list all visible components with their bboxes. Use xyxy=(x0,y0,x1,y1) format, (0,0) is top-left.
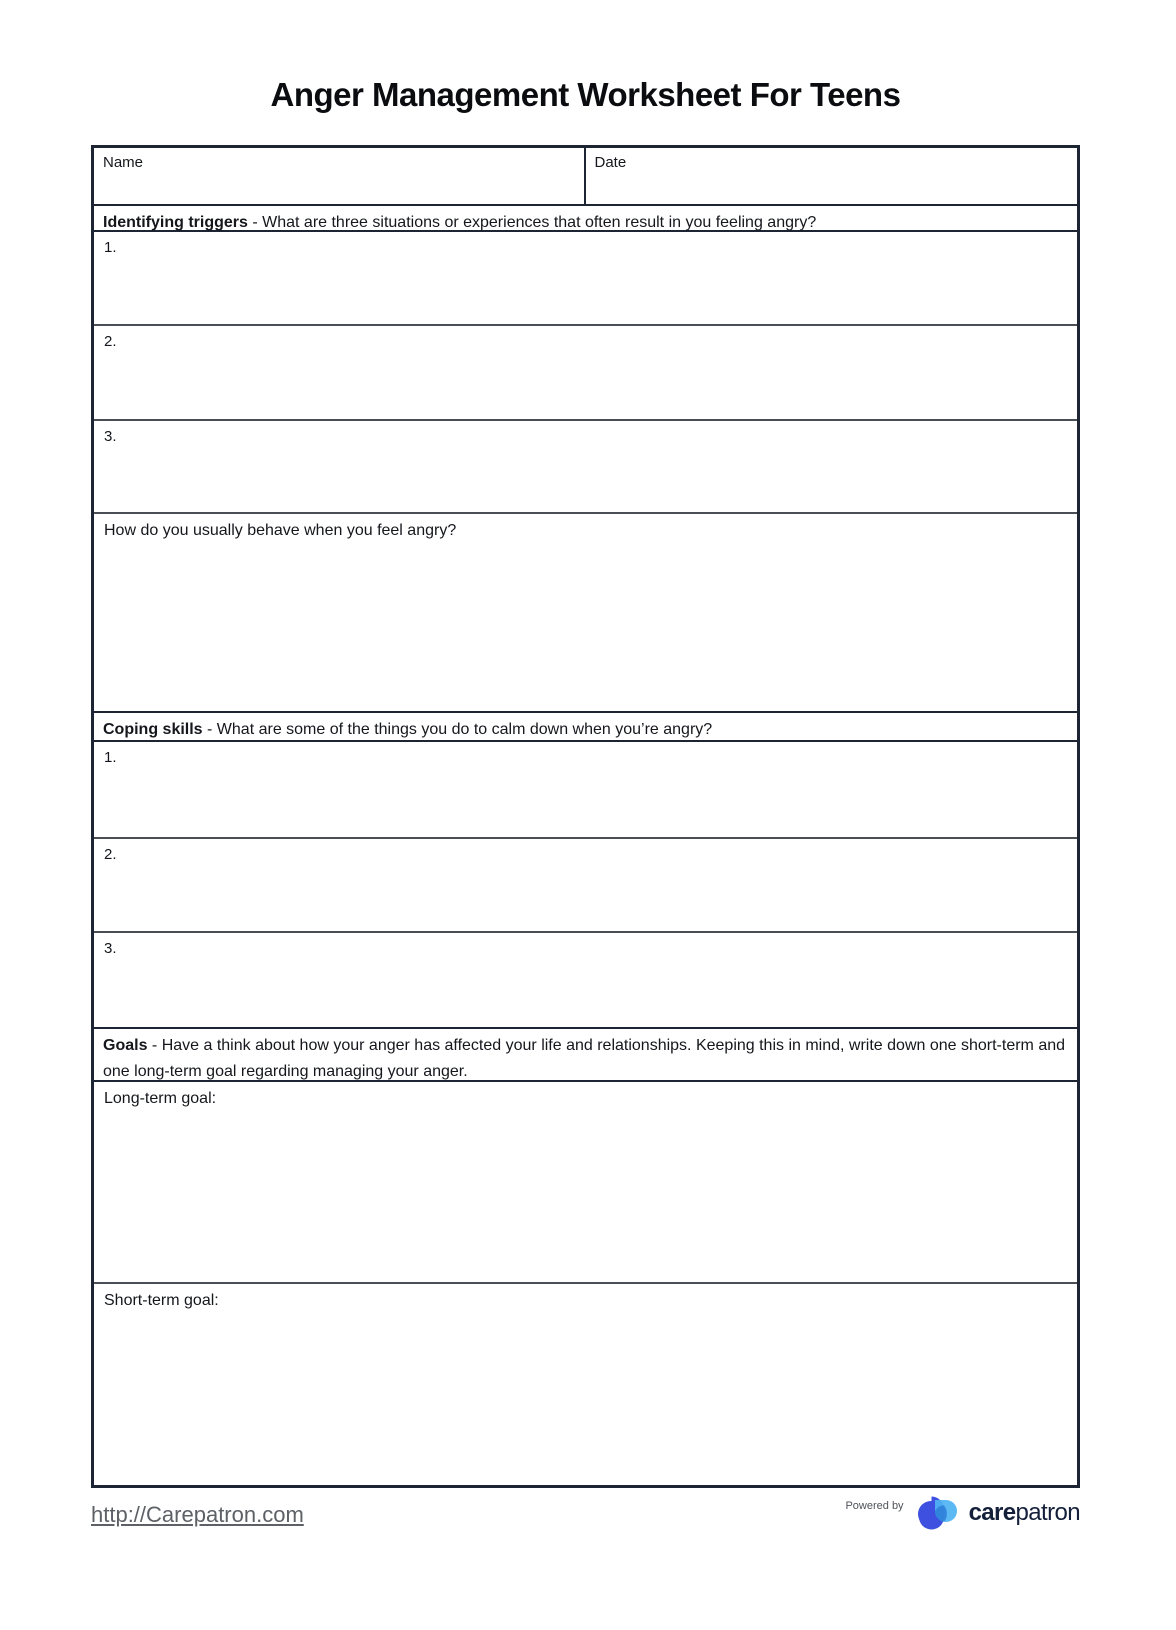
short-term-goal-box[interactable] xyxy=(94,1282,1077,1485)
carepatron-logo-icon xyxy=(916,1494,962,1532)
coping-skills-title: Coping skills xyxy=(103,721,203,738)
coping-number-2: 2. xyxy=(104,846,117,863)
brand-care: care xyxy=(968,1499,1016,1526)
name-field[interactable] xyxy=(94,148,586,204)
trigger-answer-1[interactable] xyxy=(94,232,1077,324)
coping-number-3: 3. xyxy=(104,940,117,957)
coping-answer-1[interactable] xyxy=(94,742,1077,837)
behavior-answer-box[interactable] xyxy=(94,512,1077,711)
goals-title: Goals xyxy=(103,1037,148,1054)
short-term-goal-label: Short-term goal: xyxy=(104,1292,219,1309)
date-field[interactable] xyxy=(586,148,1078,204)
coping-skills-question: - What are some of the things you do to calm down when you’re angry? xyxy=(202,721,713,738)
identifying-triggers-title: Identifying triggers xyxy=(103,214,248,231)
date-label: Date xyxy=(594,154,627,171)
name-date-row xyxy=(94,148,1077,204)
trigger-number-1: 1. xyxy=(104,239,117,256)
trigger-number-2: 2. xyxy=(104,333,117,350)
brand-patron: patron xyxy=(1015,1499,1080,1526)
long-term-goal-label: Long-term goal: xyxy=(104,1090,217,1107)
powered-by-label: Powered by xyxy=(845,1500,904,1512)
coping-answer-2[interactable] xyxy=(94,837,1077,931)
coping-skills-header xyxy=(94,711,1077,742)
brand-group xyxy=(845,1494,1080,1532)
coping-number-1: 1. xyxy=(104,749,117,766)
page-title: Anger Management Worksheet For Teens xyxy=(270,76,901,113)
worksheet-table xyxy=(91,145,1080,1488)
trigger-number-3: 3. xyxy=(104,428,117,445)
identifying-triggers-header xyxy=(94,204,1077,232)
coping-answer-3[interactable] xyxy=(94,931,1077,1027)
behavior-question-label: How do you usually behave when you feel angry? xyxy=(104,522,457,539)
identifying-triggers-question: - What are three situations or experiences that often result in you feeling angry? xyxy=(247,214,817,231)
trigger-answer-2[interactable] xyxy=(94,324,1077,419)
trigger-answer-3[interactable] xyxy=(94,419,1077,512)
goals-instructions: - Have a think about how your anger has affected your life and relationships. Keeping this in mind, write down one short-term and one long-term goal regarding managing your anger. xyxy=(103,1037,1066,1080)
carepatron-link[interactable]: http://Carepatron.com xyxy=(91,1502,304,1527)
long-term-goal-box[interactable] xyxy=(94,1082,1077,1282)
carepatron-wordmark xyxy=(969,1494,1080,1532)
name-label: Name xyxy=(103,154,144,171)
goals-header xyxy=(94,1027,1077,1082)
page-footer xyxy=(91,1494,1080,1534)
